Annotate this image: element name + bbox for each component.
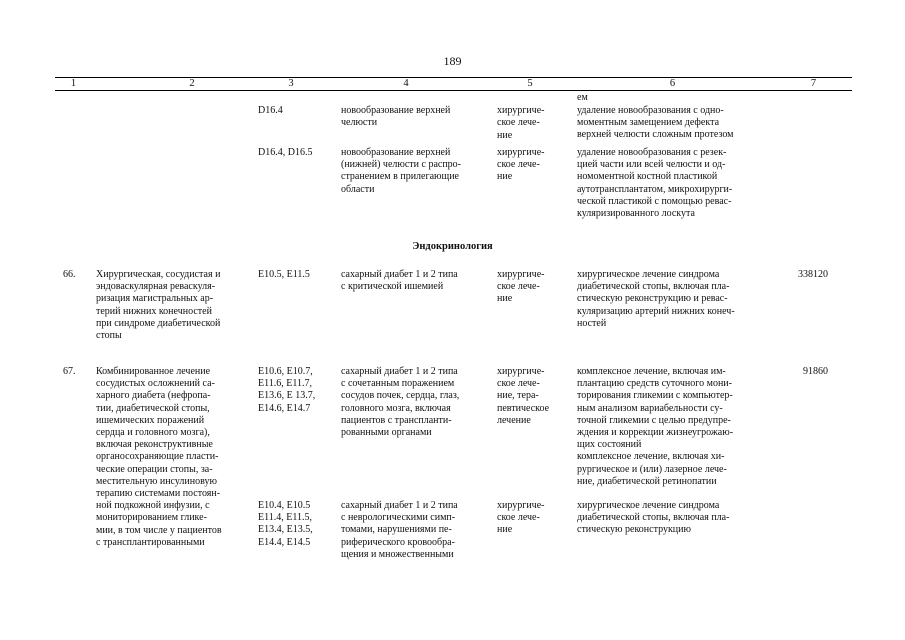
diagnosis-cell: сахарный диабет 1 и 2 типа с критической ишемией [341,269,458,293]
treatment-type-cell: хирургиче- ское лече- ние [497,147,545,183]
method-cell: удаление новообразования с одно- моментным замещением дефекта верхней челюсти сложным протезом [577,105,734,141]
codes-cell: E10.6, E10.7, E11.6, E11.7, E13.6, E 13.7, E14.6, E14.7 [258,366,316,414]
treatment-type-cell: хирургиче- ское лече- ние, тера- певтическое лечение [497,366,550,426]
procedure-name-cell: Хирургическая, сосудистая и эндоваскулярная реваскуля- ризация магистральных ар- терий нижних конечностей при синдроме диабетической стопы [96,269,221,342]
cost-cell: 91860 [803,366,828,377]
column-number-row [55,77,852,91]
method-cell: хирургическое лечение синдрома диабетической стопы, включая пла- стическую реконструкцию и ревас- куляризацию артерий нижних конеч- ностей [577,269,735,329]
column-number: 1 [70,78,77,89]
column-number: 7 [810,78,817,89]
codes-cell: E10.5, E11.5 [258,269,310,280]
method-cell: удаление новообразования с резек- цией части или всей челюсти и од- номоментной костной пластикой аутотрансплантатом, микрохирурги- ческой пластикой с помощью ревас- куляризированного лоскута [577,147,733,220]
column-number: 4 [403,78,409,89]
row-number: 67. [63,366,76,377]
procedure-name-cell: Комбинированное лечение сосудистых осложнений са- харного диабета (нефропа- тии, диабетической стопы, ишемических поражений сердца и головного мозга), включая реконструктивные органосохраняющие пласти- ческие операции стопы, за- местительную инсулиновую терапию системами постоян- ной подкожной инфузии, с мониторированием глике- мии, в том числе у пациентов с трансплантированными [96,366,222,548]
method-continuation: ем [577,92,588,103]
cost-cell: 338120 [798,269,828,280]
treatment-type-cell: хирургиче- ское лече- ние [497,269,545,305]
column-number: 3 [288,78,294,89]
diagnosis-cell: новообразование верхней челюсти [341,105,451,129]
diagnosis-cell: новообразование верхней (нижней) челюсти с распро- странением в прилегающие области [341,147,461,195]
treatment-type-cell: хирургиче- ское лече- ние [497,105,545,141]
method-cell: комплексное лечение, включая им- плантацию средств суточного мони- торирования гликемии с компьютер- ным анализом вариабельности су- точной гликемии с целью предупре- ждения и коррекции жизнеугрожаю- щих состояний комплексное лечение, включая хи- рургическое и (или) лазерное лече- ние, диабетической ретинопатии [577,366,734,487]
page-number: 189 [443,54,462,68]
codes-cell: D16.4, D16.5 [258,147,313,158]
method-cell: хирургическое лечение синдрома диабетической стопы, включая пла- стическую реконструкцию [577,500,730,536]
column-number: 5 [527,78,533,89]
column-number: 2 [189,78,195,89]
diagnosis-cell: сахарный диабет 1 и 2 типа с сочетанным поражением сосудов почек, сердца, глаз, головного мозга, включая пациентов с транспланти- рованными органами [341,366,460,439]
diagnosis-cell: сахарный диабет 1 и 2 типа с неврологическими симп- томами, нарушениями пе- риферического кровообра- щения и множественными [341,500,458,560]
row-number: 66. [63,269,76,280]
codes-cell: D16.4 [258,105,283,116]
codes-cell: E10.4, E10.5 E11.4, E11.5, E13.4, E13.5, E14.4, E14.5 [258,500,313,548]
treatment-type-cell: хирургиче- ское лече- ние [497,500,545,536]
section-heading: Эндокринология [412,241,493,252]
column-number: 6 [669,78,676,89]
